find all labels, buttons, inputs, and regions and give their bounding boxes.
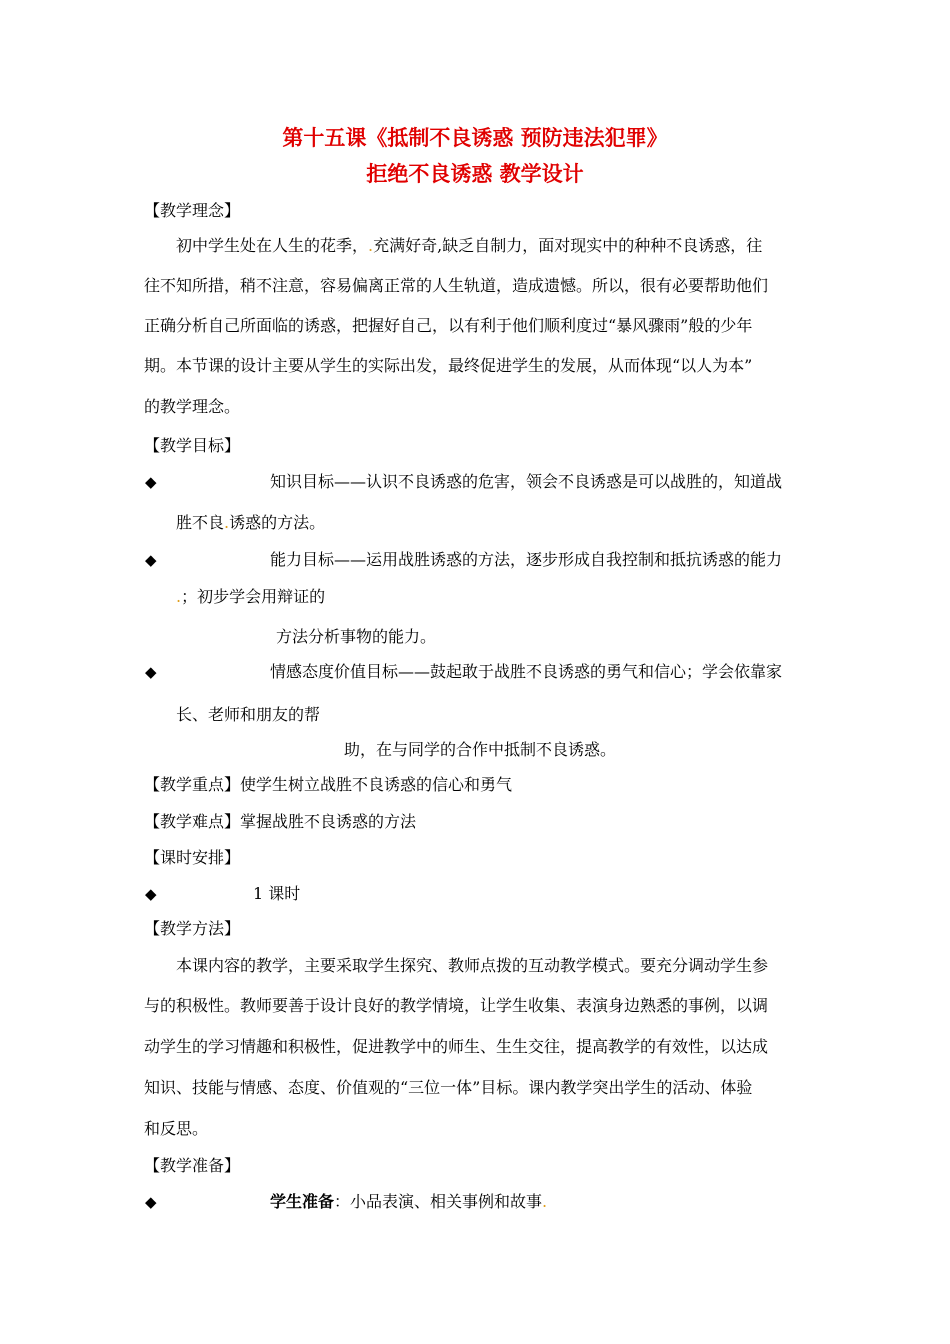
goal-emotion-cont: 长、老师和朋友的帮 (176, 705, 321, 724)
philosophy-line-0: 初中学生处在人生的花季，.充满好奇,缺乏自制力，面对现实中的种种不良诱惑，往 (176, 236, 763, 255)
bullet-icon: ◆ (145, 473, 157, 491)
goal-ability: 能力目标——运用战胜诱惑的方法，逐步形成自我控制和抵抗诱惑的能力 (270, 550, 783, 569)
goals-heading: 【教学目标】 (144, 436, 241, 455)
bullet-icon: ◆ (145, 663, 157, 681)
goal-emotion-cont-2: 助，在与同学的合作中抵制不良诱惑。 (344, 740, 617, 759)
goal-knowledge: 知识目标——认识不良诱惑的危害，领会不良诱惑是可以战胜的，知道战 (270, 472, 783, 491)
key-point: 【教学重点】使学生树立战胜不良诱惑的信心和勇气 (144, 775, 513, 794)
schedule-value: 1 课时 (253, 884, 301, 903)
philosophy-line-2: 正确分析自己所面临的诱惑，把握好自己，以有利于他们顺利度过“暴风骤雨”般的少年 (144, 316, 753, 335)
goal-emotion: 情感态度价值目标——鼓起敢于战胜不良诱惑的勇气和信心；学会依靠家 (270, 662, 783, 681)
philosophy-heading: 【教学理念】 (144, 201, 241, 220)
philosophy-line-1: 往不知所措，稍不注意，容易偏离正常的人生轨道，造成遗憾。所以，很有必要帮助他们 (144, 276, 769, 295)
dot-mark: . (176, 587, 182, 606)
goal-knowledge-cont: 胜不良.诱惑的方法。 (176, 513, 326, 532)
title-line-1: 第十五课《抵制不良诱惑 预防违法犯罪》 (282, 125, 668, 150)
bullet-icon: ◆ (145, 1193, 157, 1211)
philosophy-line-3: 期。本节课的设计主要从学生的实际出发，最终促进学生的发展，从而体现“以人为本” (144, 356, 753, 375)
method-heading: 【教学方法】 (144, 919, 241, 938)
dot-mark: . (224, 513, 230, 532)
goal-ability-cont-2: 方法分析事物的能力。 (276, 627, 437, 646)
title-line-2: 拒绝不良诱惑 教学设计 (366, 161, 584, 186)
method-line-3: 知识、技能与情感、态度、价值观的“三位一体”目标。课内教学突出学生的活动、体验 (144, 1078, 753, 1097)
bullet-icon: ◆ (145, 551, 157, 569)
bullet-icon: ◆ (145, 885, 157, 903)
goal-ability-cont: .；初步学会用辩证的 (176, 587, 326, 606)
difficulty: 【教学难点】掌握战胜不良诱惑的方法 (144, 812, 417, 831)
prep-label: 学生准备 (270, 1192, 335, 1211)
philosophy-line-4: 的教学理念。 (144, 397, 241, 416)
schedule-heading: 【课时安排】 (144, 848, 241, 867)
prep-heading: 【教学准备】 (144, 1156, 241, 1175)
prep-students (270, 1192, 547, 1212)
method-line-4: 和反思。 (144, 1119, 209, 1138)
method-line-1: 与的积极性。教师要善于设计良好的教学情境，让学生收集、表演身边熟悉的事例，以调 (144, 996, 769, 1015)
method-line-0: 本课内容的教学，主要采取学生探究、教师点拨的互动教学模式。要充分调动学生参 (176, 956, 769, 975)
dot-mark: . (542, 1192, 548, 1211)
prep-value: ：小品表演、相关事例和故事 (334, 1192, 543, 1211)
method-line-2: 动学生的学习情趣和积极性，促进教学中的师生、生生交往，提高教学的有效性，以达成 (144, 1037, 769, 1056)
dot-mark: . (368, 236, 374, 255)
